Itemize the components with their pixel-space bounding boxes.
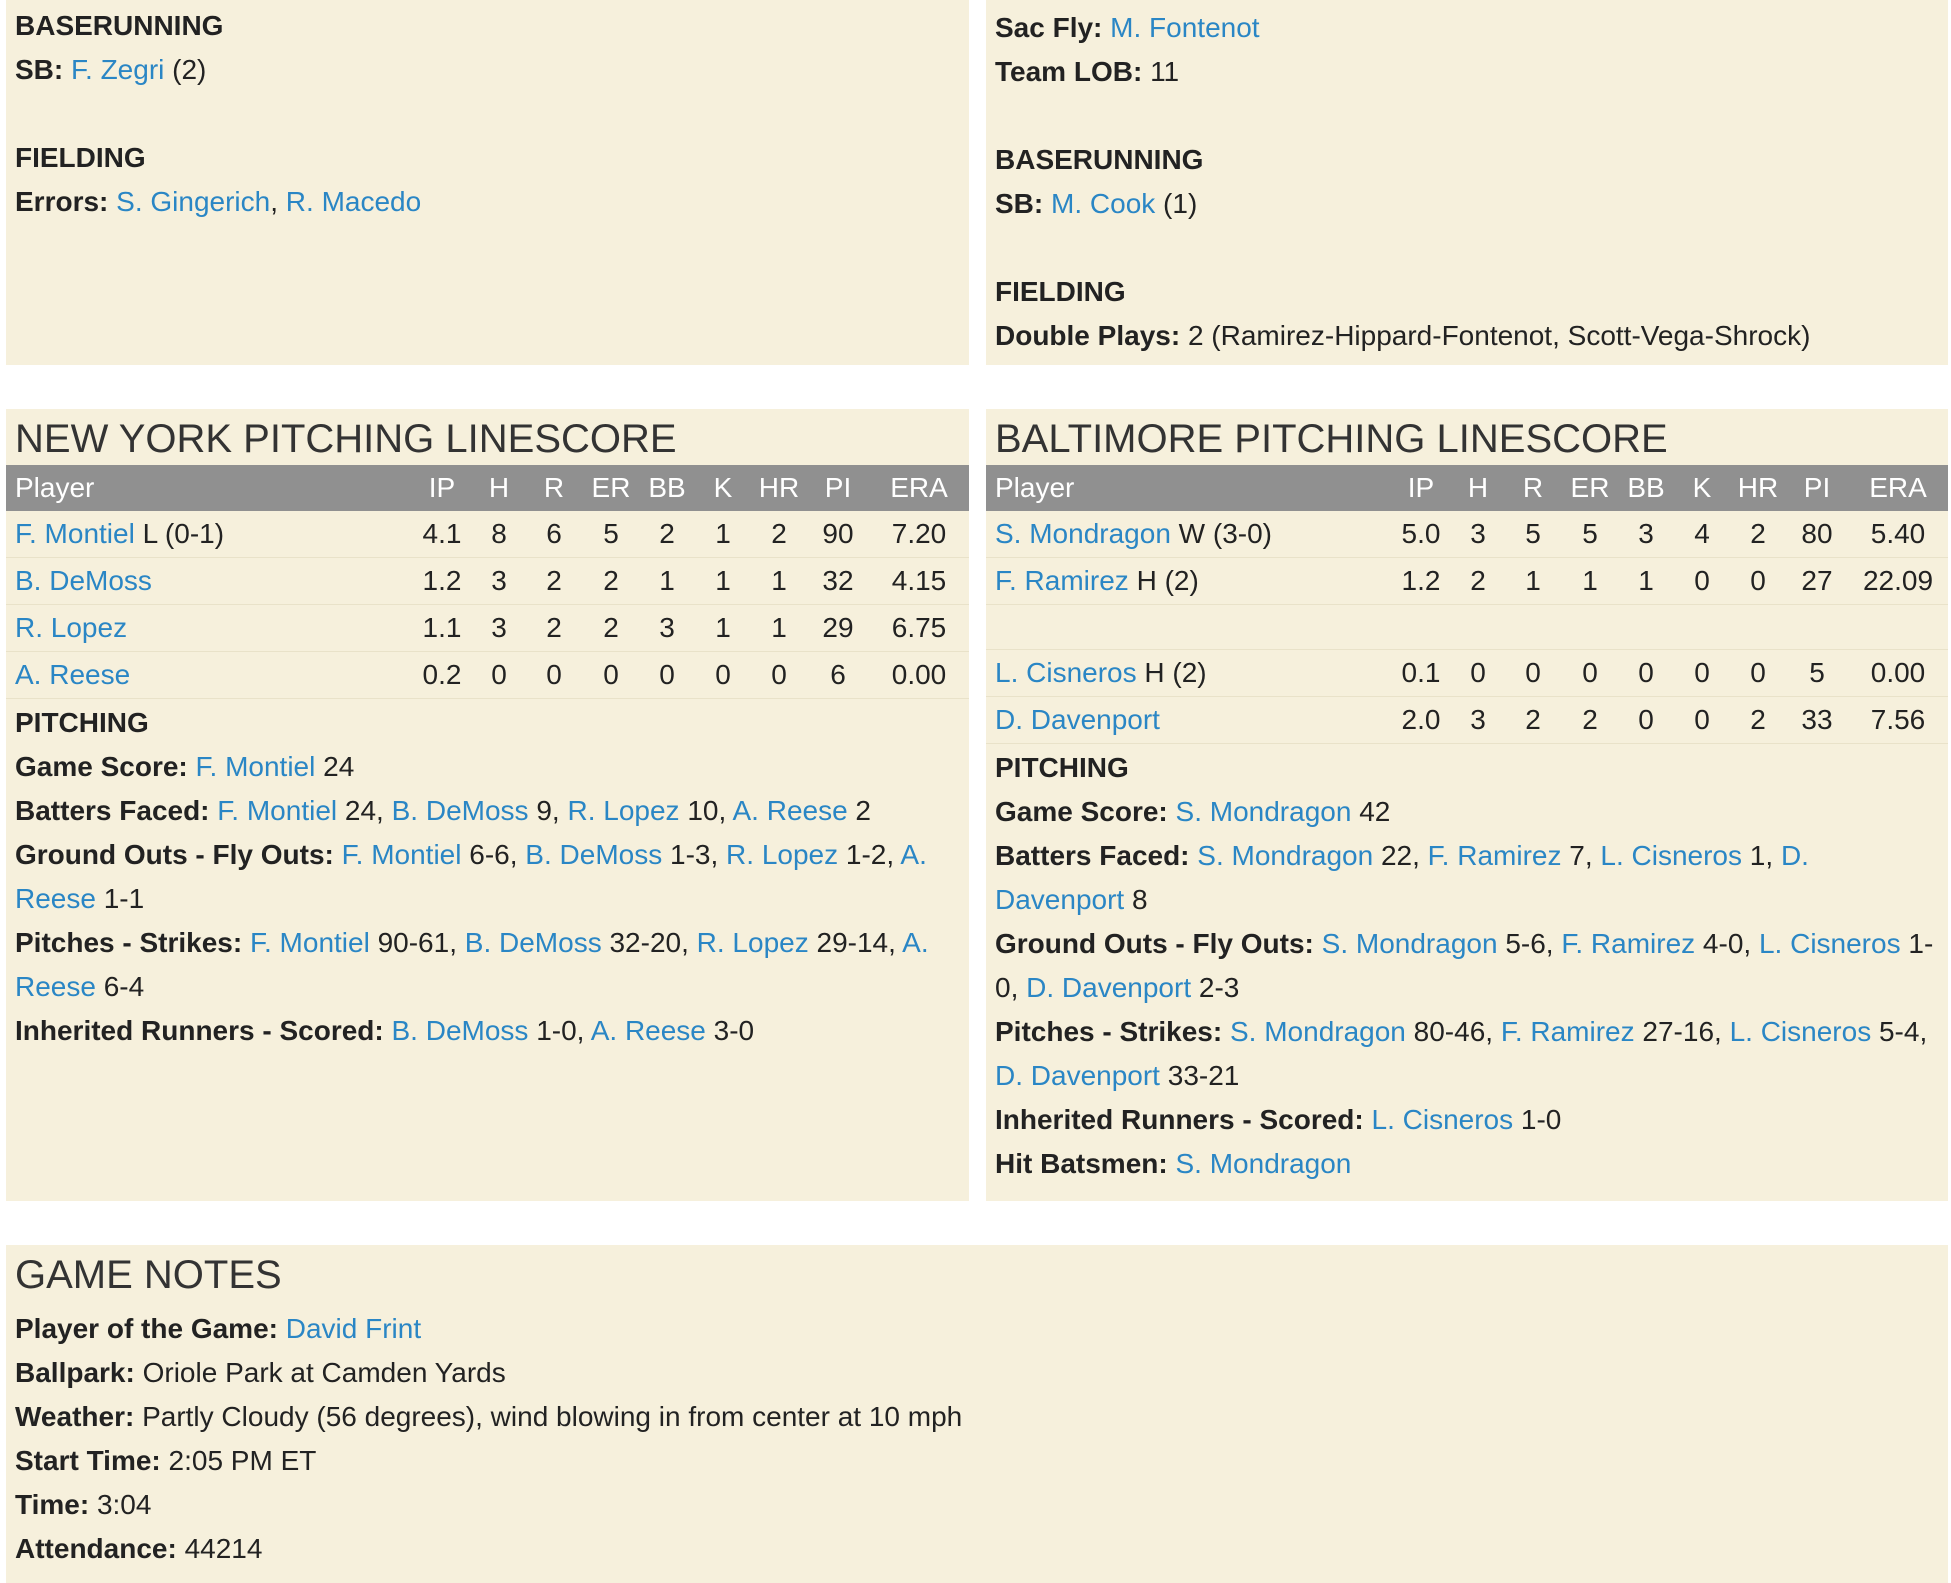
bal-pitching-title: BALTIMORE PITCHING LINESCORE	[995, 417, 1668, 461]
stat-cell: 5	[1786, 650, 1848, 697]
stat-text: 80-46,	[1405, 1016, 1501, 1047]
column-header: R	[543, 472, 565, 503]
game-notes-panel	[6, 1245, 1948, 1583]
stat-cell: 33	[1786, 697, 1848, 744]
game-notes-title: GAME NOTES	[15, 1253, 282, 1297]
stat-cell: 7.56	[1848, 697, 1948, 744]
stat-cell: 1.2	[1390, 558, 1452, 605]
ground-fly-outs-label: Ground Outs - Fly Outs:	[15, 839, 334, 870]
table-row	[986, 697, 1948, 744]
weather-line	[15, 1395, 1939, 1439]
column-header: K	[1692, 472, 1712, 503]
stat-cell: 32	[807, 558, 869, 605]
ballpark-label: Ballpark:	[15, 1357, 135, 1388]
player-link[interactable]: R. Lopez	[726, 839, 839, 870]
fielding-heading: FIELDING	[995, 276, 1126, 307]
game-score-line	[15, 745, 960, 789]
player-link[interactable]: F. Ramirez	[1500, 1016, 1635, 1047]
double-plays-value: 2 (Ramirez-Hippard-Fontenot, Scott-Vega-Shrock)	[1187, 320, 1811, 351]
player-cell	[6, 511, 411, 558]
player-link[interactable]: L. Cisneros	[1758, 928, 1901, 959]
double-plays-line	[995, 314, 1939, 358]
stat-text: 1,	[1742, 840, 1781, 871]
stat-cell: 2	[583, 605, 639, 652]
batters-faced-line	[995, 834, 1939, 922]
top-right-panel	[986, 0, 1948, 365]
ballpark-value: Oriole Park at Camden Yards	[142, 1357, 506, 1388]
stat-cell: 2	[583, 558, 639, 605]
stat-cell: 2	[1730, 511, 1786, 558]
stat-cell: 3	[473, 558, 525, 605]
stat-text: 27-16,	[1634, 1016, 1730, 1047]
player-link[interactable]: R. Lopez	[696, 927, 809, 958]
stat-cell: 22.09	[1848, 558, 1948, 605]
stat-cell: 4.1	[411, 511, 473, 558]
ground-fly-outs-line	[995, 922, 1939, 1010]
stat-text: 32-20,	[601, 927, 697, 958]
table-row	[6, 605, 969, 652]
player-link[interactable]: B. DeMoss	[464, 927, 602, 958]
player-link[interactable]: F. Zegri	[71, 54, 165, 85]
stat-cell: 1	[751, 605, 807, 652]
separator: ,	[270, 186, 279, 217]
stat-cell: 6	[525, 511, 583, 558]
stat-text: 24	[315, 751, 355, 782]
stat-cell: 90	[807, 511, 869, 558]
hit-batsmen-label: Hit Batsmen:	[995, 1148, 1168, 1179]
player-link[interactable]: S. Mondragon	[995, 518, 1171, 549]
stat-cell: 6.75	[869, 605, 969, 652]
table-row	[6, 558, 969, 605]
ny-pitching-panel	[6, 409, 969, 1201]
baserunning-heading: BASERUNNING	[995, 144, 1204, 175]
baserunning-heading: BASERUNNING	[15, 10, 224, 41]
player-link[interactable]: D. Davenport	[995, 840, 1809, 915]
stat-cell: 5.40	[1848, 511, 1948, 558]
player-link[interactable]: L. Cisneros	[995, 657, 1137, 688]
ballpark-line	[15, 1351, 1939, 1395]
player-link[interactable]: M. Cook	[1051, 188, 1156, 219]
column-header: PI	[1803, 472, 1831, 503]
pitches-strikes-line	[15, 921, 960, 1009]
stat-cell: 8	[473, 511, 525, 558]
player-link[interactable]: R. Lopez	[15, 612, 128, 643]
column-header: ERA	[1869, 472, 1927, 503]
player-cell	[986, 697, 1390, 744]
decision: L (0-1)	[142, 518, 225, 549]
column-header: Player	[15, 472, 95, 503]
stat-text: 5-6,	[1497, 928, 1562, 959]
stolen-bases-count: (1)	[1163, 188, 1198, 219]
stat-cell: 0	[525, 652, 583, 699]
stat-cell: 0	[751, 652, 807, 699]
player-link[interactable]: A. Reese	[15, 659, 131, 690]
stat-cell: 2	[1562, 697, 1618, 744]
player-link[interactable]: L. Cisneros	[1600, 840, 1743, 871]
weather-value: Partly Cloudy (56 degrees), wind blowing in from center at 10 mph	[142, 1401, 963, 1432]
player-link[interactable]: F. Ramirez	[1427, 840, 1562, 871]
game-score-label: Game Score:	[995, 796, 1168, 827]
team-lob-label: Team LOB:	[995, 56, 1143, 87]
double-plays-label: Double Plays:	[995, 320, 1181, 351]
player-link[interactable]: L. Cisneros	[1729, 1016, 1872, 1047]
stat-cell: 5	[1562, 511, 1618, 558]
stat-cell: 4.15	[869, 558, 969, 605]
stat-text: 1-2,	[838, 839, 901, 870]
fielding-heading: FIELDING	[15, 142, 146, 173]
player-link[interactable]: L. Cisneros	[1371, 1104, 1514, 1135]
player-link[interactable]: S. Mondragon	[1321, 928, 1498, 959]
stat-cell: 2	[751, 511, 807, 558]
table-row	[6, 511, 969, 558]
column-header: ER	[1570, 472, 1610, 503]
decision: H (2)	[1136, 565, 1199, 596]
player-cell	[6, 558, 411, 605]
stat-cell: 1	[695, 511, 751, 558]
stat-cell: 0	[1730, 558, 1786, 605]
stat-cell: 0	[1674, 558, 1730, 605]
ground-fly-outs-label: Ground Outs - Fly Outs:	[995, 928, 1314, 959]
player-of-game-label: Player of the Game:	[15, 1313, 278, 1344]
stat-cell: 5.0	[1390, 511, 1452, 558]
stat-cell: 0	[1674, 697, 1730, 744]
player-link[interactable]: A. Reese	[15, 839, 927, 914]
stat-text: 1-1	[95, 883, 145, 914]
player-link[interactable]: D. Davenport	[1026, 972, 1192, 1003]
stat-cell: 80	[1786, 511, 1848, 558]
stat-text: 9,	[528, 795, 568, 826]
inherited-runners-line	[995, 1098, 1939, 1142]
player-cell	[6, 605, 411, 652]
stat-cell: 1	[695, 605, 751, 652]
column-header: PI	[824, 472, 852, 503]
inherited-runners-label: Inherited Runners - Scored:	[15, 1015, 384, 1046]
stat-text: 42	[1351, 796, 1391, 827]
stat-text: 8	[1124, 884, 1148, 915]
stolen-bases-label: SB:	[995, 188, 1044, 219]
time-label: Time:	[15, 1489, 90, 1520]
inherited-runners-label: Inherited Runners - Scored:	[995, 1104, 1364, 1135]
team-lob-line	[995, 50, 1939, 94]
player-link[interactable]: F. Montiel	[217, 795, 338, 826]
stat-cell: 7.20	[869, 511, 969, 558]
stat-cell: 2	[525, 558, 583, 605]
stat-text: 10,	[679, 795, 733, 826]
decision: W (3-0)	[1178, 518, 1272, 549]
stat-cell: 0	[1618, 697, 1674, 744]
stat-cell: 0.00	[869, 652, 969, 699]
table-row	[6, 652, 969, 699]
player-link[interactable]: A. Reese	[732, 795, 848, 826]
spacer-cell	[986, 605, 1948, 650]
player-of-game-line	[15, 1307, 1939, 1351]
column-header: BB	[1627, 472, 1665, 503]
stat-cell: 3	[1452, 697, 1504, 744]
stat-cell: 1.1	[411, 605, 473, 652]
stat-text: 6-6,	[461, 839, 526, 870]
stat-cell: 5	[583, 511, 639, 558]
stat-text: 24,	[337, 795, 392, 826]
ny-linescore-table	[6, 465, 969, 699]
stat-cell: 0	[1674, 650, 1730, 697]
bal-linescore-table	[986, 465, 1948, 744]
player-link[interactable]: F. Ramirez	[1561, 928, 1696, 959]
table-row	[986, 558, 1948, 605]
stat-text: 2-3	[1191, 972, 1240, 1003]
stat-text: 4-0,	[1695, 928, 1759, 959]
stat-text: 7,	[1561, 840, 1601, 871]
stolen-bases-count: (2)	[172, 54, 207, 85]
stat-cell: 0	[1562, 650, 1618, 697]
stat-cell: 0	[1504, 650, 1562, 697]
column-header: HR	[1737, 472, 1779, 503]
column-header: K	[713, 472, 733, 503]
player-link[interactable]: A. Reese	[15, 927, 929, 1002]
player-link[interactable]: B. DeMoss	[525, 839, 663, 870]
stat-cell: 0	[639, 652, 695, 699]
stat-cell: 2	[1452, 558, 1504, 605]
start-time-value: 2:05 PM ET	[168, 1445, 317, 1476]
player-link[interactable]: S. Mondragon	[1229, 1016, 1406, 1047]
attendance-line	[15, 1527, 1939, 1571]
stat-cell: 1	[1504, 558, 1562, 605]
stolen-bases-line	[995, 182, 1939, 226]
table-row	[986, 511, 1948, 558]
stat-cell: 29	[807, 605, 869, 652]
player-link[interactable]: R. Macedo	[285, 186, 422, 217]
stat-cell: 5	[1504, 511, 1562, 558]
player-link[interactable]: B. DeMoss	[391, 1015, 529, 1046]
stolen-bases-line	[15, 48, 960, 92]
table-header-row	[986, 465, 1948, 511]
player-link[interactable]: B. DeMoss	[391, 795, 529, 826]
stat-text: 2	[847, 795, 872, 826]
game-score-line	[995, 790, 1939, 834]
start-time-label: Start Time:	[15, 1445, 161, 1476]
stat-cell: 3	[1618, 511, 1674, 558]
decision: H (2)	[1144, 657, 1207, 688]
column-header: ER	[591, 472, 631, 503]
stat-cell: 3	[639, 605, 695, 652]
stat-cell: 2	[1730, 697, 1786, 744]
player-link[interactable]: F. Montiel	[195, 751, 316, 782]
hit-batsmen-line	[995, 1142, 1939, 1186]
errors-label: Errors:	[15, 186, 109, 217]
player-cell	[986, 558, 1390, 605]
column-header: IP	[428, 472, 456, 503]
stat-cell: 0.2	[411, 652, 473, 699]
player-link[interactable]: D. Davenport	[995, 704, 1160, 735]
stat-text: 5-4,	[1871, 1016, 1928, 1047]
stat-cell: 0	[1452, 650, 1504, 697]
player-link[interactable]: A. Reese	[590, 1015, 706, 1046]
stat-cell: 0.00	[1848, 650, 1948, 697]
stat-cell: 2	[525, 605, 583, 652]
batters-faced-label: Batters Faced:	[995, 840, 1190, 871]
column-header: Player	[995, 472, 1075, 503]
game-score-label: Game Score:	[15, 751, 188, 782]
column-header: BB	[648, 472, 686, 503]
stat-cell: 4	[1674, 511, 1730, 558]
stat-cell: 2.0	[1390, 697, 1452, 744]
column-header: HR	[758, 472, 800, 503]
player-link[interactable]: F. Montiel	[15, 518, 135, 549]
stat-text: 22,	[1373, 840, 1428, 871]
stolen-bases-label: SB:	[15, 54, 64, 85]
stat-cell: 1	[751, 558, 807, 605]
start-time-line	[15, 1439, 1939, 1483]
ny-pitching-title: NEW YORK PITCHING LINESCORE	[15, 417, 677, 461]
stat-text: 1-0	[1513, 1104, 1562, 1135]
player-link[interactable]: S. Gingerich	[116, 186, 271, 217]
player-cell	[986, 511, 1390, 558]
team-lob-value: 11	[1150, 56, 1180, 87]
stat-text: 29-14,	[808, 927, 903, 958]
table-spacer-row	[986, 605, 1948, 650]
column-header: R	[1522, 472, 1544, 503]
stat-cell: 1.2	[411, 558, 473, 605]
stat-text: 6-4	[95, 971, 145, 1002]
stat-text: 90-61,	[369, 927, 465, 958]
player-link[interactable]: S. Mondragon	[1175, 796, 1352, 827]
stat-cell: 27	[1786, 558, 1848, 605]
stat-cell: 2	[639, 511, 695, 558]
stat-cell: 3	[1452, 511, 1504, 558]
player-link[interactable]: R. Lopez	[567, 795, 680, 826]
stat-cell: 0.1	[1390, 650, 1452, 697]
table-header-row	[6, 465, 969, 511]
player-link[interactable]: F. Ramirez	[995, 565, 1129, 596]
time-line	[15, 1483, 1939, 1527]
inherited-runners-line	[15, 1009, 960, 1053]
stat-cell: 2	[1504, 697, 1562, 744]
pitches-strikes-line	[995, 1010, 1939, 1098]
stat-cell: 0	[1618, 650, 1674, 697]
player-link[interactable]: S. Mondragon	[1175, 1148, 1352, 1179]
player-link[interactable]: F. Montiel	[249, 927, 370, 958]
player-link[interactable]: S. Mondragon	[1197, 840, 1374, 871]
column-header: ERA	[890, 472, 948, 503]
attendance-value: 44214	[184, 1533, 263, 1564]
stat-text: 33-21	[1159, 1060, 1240, 1091]
stat-cell: 1	[1562, 558, 1618, 605]
column-header: H	[1467, 472, 1489, 503]
batters-faced-label: Batters Faced:	[15, 795, 210, 826]
stat-cell: 0	[473, 652, 525, 699]
time-value: 3:04	[96, 1489, 152, 1520]
pitches-strikes-label: Pitches - Strikes:	[15, 927, 243, 958]
ground-fly-outs-line	[15, 833, 960, 921]
stat-cell: 3	[473, 605, 525, 652]
stat-cell: 0	[1730, 650, 1786, 697]
sac-fly-label: Sac Fly:	[995, 12, 1103, 43]
stat-cell: 1	[695, 558, 751, 605]
player-cell	[6, 652, 411, 699]
sac-fly-line	[995, 6, 1939, 50]
stat-text: 1-3,	[662, 839, 727, 870]
pitching-heading: PITCHING	[995, 752, 1129, 783]
batters-faced-line	[15, 789, 960, 833]
attendance-label: Attendance:	[15, 1533, 177, 1564]
table-row	[986, 650, 1948, 697]
pitches-strikes-label: Pitches - Strikes:	[995, 1016, 1223, 1047]
bal-pitching-panel	[986, 409, 1948, 1201]
stat-cell: 0	[583, 652, 639, 699]
stat-text: 1-0,	[528, 1015, 591, 1046]
player-link[interactable]: M. Fontenot	[1110, 12, 1260, 43]
player-link[interactable]: David Frint	[285, 1313, 422, 1344]
stat-cell: 0	[695, 652, 751, 699]
stat-text: 3-0	[705, 1015, 755, 1046]
stat-cell: 1	[639, 558, 695, 605]
player-cell	[986, 650, 1390, 697]
stat-cell: 1	[1618, 558, 1674, 605]
column-header: H	[488, 472, 510, 503]
player-link[interactable]: B. DeMoss	[15, 565, 152, 596]
column-header: IP	[1407, 472, 1435, 503]
stat-text: 1-0,	[995, 928, 1934, 1003]
weather-label: Weather:	[15, 1401, 135, 1432]
pitching-heading: PITCHING	[15, 707, 149, 738]
player-link[interactable]: F. Montiel	[341, 839, 462, 870]
player-link[interactable]: D. Davenport	[995, 1060, 1160, 1091]
errors-line	[15, 180, 960, 224]
top-left-panel	[6, 0, 969, 365]
stat-cell: 6	[807, 652, 869, 699]
